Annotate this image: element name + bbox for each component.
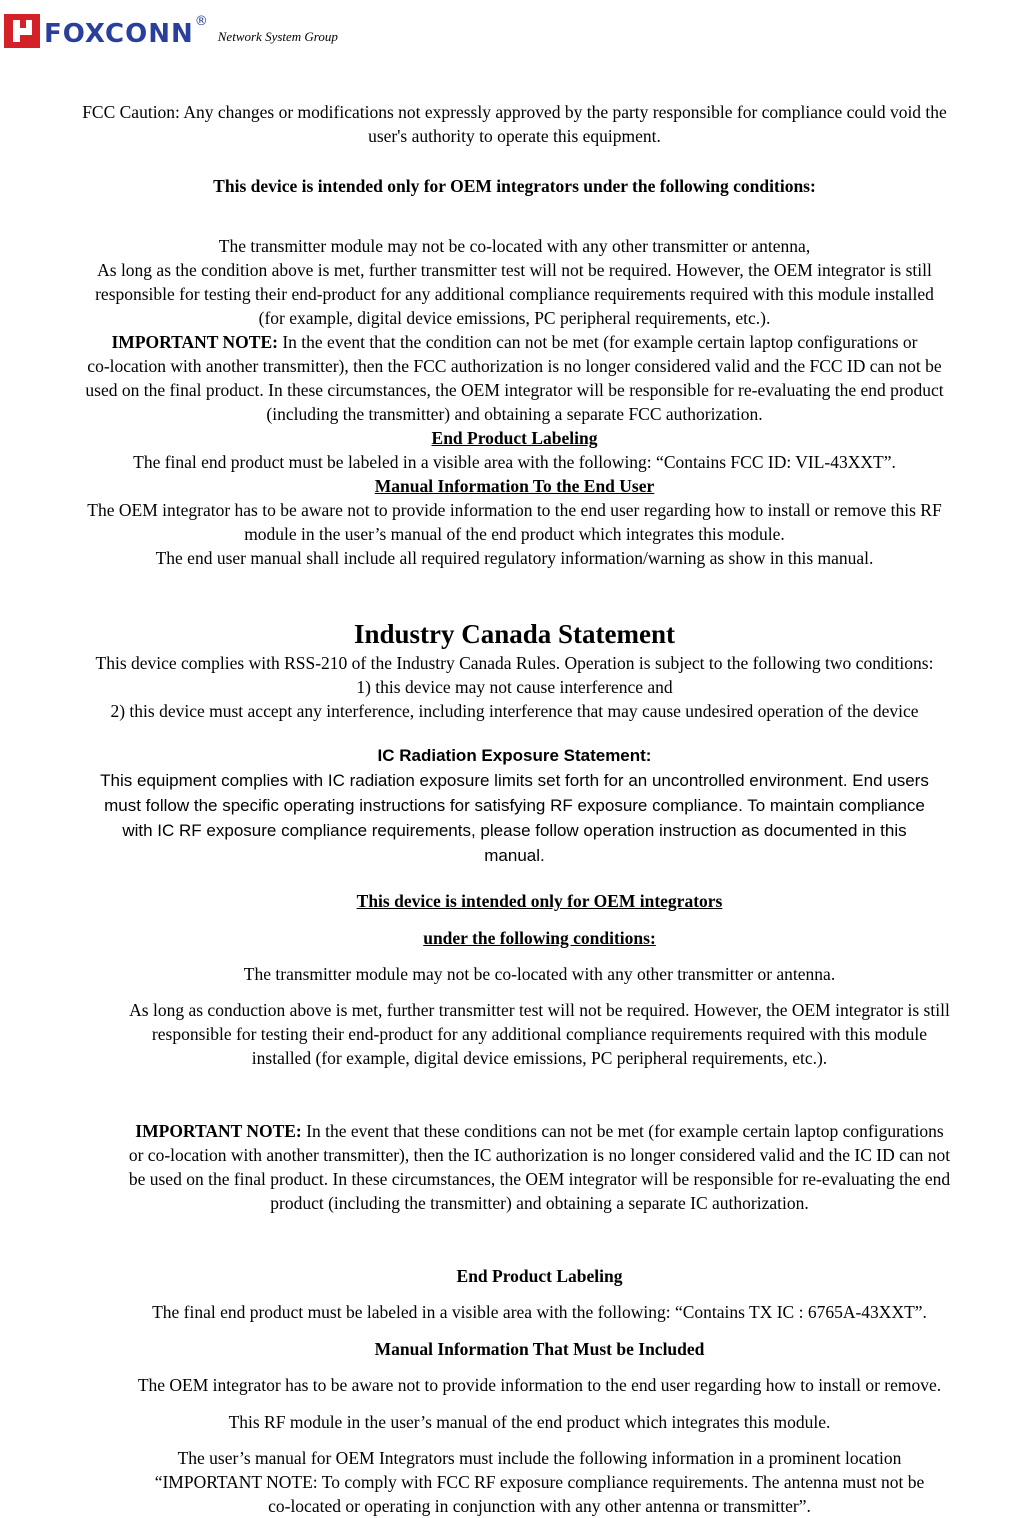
ic-oem-heading-1: This device is intended only for OEM integrators — [356, 891, 723, 911]
ic-radiation-line-4: manual. — [484, 846, 545, 865]
fcc-manual-line-1: The OEM integrator has to be aware not to provide information to the end user regarding how to install or remove this RF — [87, 500, 942, 520]
ic-labeling-text: The final end product must be labeled in a visible area with the following: “Contains TX IC : 6765A-43XXT”. — [152, 1302, 927, 1322]
ic-condition-b2: responsible for testing their end-product for any additional compliance requirements required with this module — [151, 1024, 928, 1044]
fcc-condition-2b: responsible for testing their end-product for any additional compliance requirements required with this module installed — [95, 284, 934, 304]
fcc-condition-2a: As long as the condition above is met, further transmitter test will not be required. However, the OEM integrator is still — [97, 260, 932, 280]
ic-condition-2: 2) this device must accept any interference, including interference that may cause undesired operation of the device — [110, 701, 919, 721]
fcc-important-note-line-2: co-location with another transmitter), then the FCC authorization is no longer considered valid and the FCC ID can not be — [87, 356, 942, 376]
fcc-caution-line-2: user's authority to operate this equipment. — [368, 126, 661, 146]
ic-important-label: IMPORTANT NOTE: — [135, 1121, 302, 1141]
fcc-manual-line-2: module in the user’s manual of the end product which integrates this module. — [244, 524, 785, 544]
fcc-important-note-line-4: (including the transmitter) and obtaining a separate FCC authorization. — [266, 404, 763, 424]
ic-condition-b3: installed (for example, digital device emissions, PC peripheral requirements, etc.). — [251, 1048, 828, 1068]
ic-complies: This device complies with RSS-210 of the Industry Canada Rules. Operation is subject to the following two conditions: — [95, 653, 934, 673]
fcc-important-note-line-1 — [0, 330, 1029, 354]
ic-condition-b1: As long as conduction above is met, further transmitter test will not be required. However, the OEM integrator is still — [129, 1000, 950, 1020]
foxconn-logo — [4, 12, 338, 48]
fcc-condition-2c: (for example, digital device emissions, PC peripheral requirements, etc.). — [258, 308, 771, 328]
ic-manual-line-4: “IMPORTANT NOTE: To comply with FCC RF exposure compliance requirements. The antenna must not be — [154, 1472, 925, 1492]
ic-radiation-line-3: with IC RF exposure compliance requirements, please follow operation instruction as documented in this — [122, 821, 907, 840]
ic-manual-line-1: The OEM integrator has to be aware not to provide information to the end user regarding how to install or remove. — [137, 1375, 942, 1395]
ic-radiation-line-1: This equipment complies with IC radiation exposure limits set forth for an uncontrolled environment. End users — [100, 771, 929, 790]
brand-tagline: Network System Group — [217, 29, 338, 44]
fcc-manual-heading: Manual Information To the End User — [374, 476, 655, 496]
ic-condition-1: 1) this device may not cause interference and — [356, 677, 673, 697]
fcc-oem-heading: This device is intended only for OEM integrators under the following conditions: — [213, 176, 816, 196]
ic-title: Industry Canada Statement — [353, 619, 676, 649]
brand-name: FOXCONN — [44, 19, 194, 49]
ic-condition-a: The transmitter module may not be co-located with any other transmitter or antenna. — [243, 964, 836, 984]
ic-important-note-line-4: product (including the transmitter) and obtaining a separate IC authorization. — [270, 1193, 809, 1213]
ic-radiation-line-2: must follow the specific operating instructions for satisfying RF exposure compliance. To maintain compliance — [104, 796, 925, 815]
fcc-condition-1: The transmitter module may not be co-located with any other transmitter or antenna, — [218, 236, 811, 256]
ic-manual-line-3: The user’s manual for OEM Integrators must include the following information in a prominent location — [177, 1448, 902, 1468]
fcc-manual-line-3: The end user manual shall include all required regulatory information/warning as show in this manual. — [155, 548, 874, 568]
fcc-labeling-heading: End Product Labeling — [431, 428, 598, 448]
ic-important-note-line-1 — [25, 1119, 1029, 1143]
fcc-caution-line-1: FCC Caution: Any changes or modifications not expressly approved by the party responsible for compliance could void the — [82, 102, 947, 122]
ic-labeling-heading: End Product Labeling — [456, 1266, 623, 1286]
ic-oem-heading-2: under the following conditions: — [423, 928, 656, 948]
ic-manual-line-5: co-located or operating in conjunction with any other antenna or transmitter”. — [268, 1496, 811, 1516]
ic-manual-line-2: This RF module in the user’s manual of the end product which integrates this module. — [228, 1412, 831, 1432]
ic-radiation-heading: IC Radiation Exposure Statement: — [377, 746, 652, 765]
ic-manual-heading: Manual Information That Must be Included — [374, 1339, 705, 1359]
ic-important-note-line-2: or co-location with another transmitter), then the IC authorization is no longer considered valid and the IC ID can not — [128, 1145, 951, 1165]
foxconn-logo-mark-icon — [4, 14, 40, 48]
registered-mark: ® — [194, 14, 208, 29]
fcc-important-label: IMPORTANT NOTE: — [111, 332, 278, 352]
fcc-important-note-line-3: used on the final product. In these circumstances, the OEM integrator will be responsible for re-evaluating the end product — [85, 380, 944, 400]
ic-important-text-1: In the event that these conditions can not be met (for example certain laptop configurations — [301, 1121, 944, 1141]
ic-important-note-line-3: be used on the final product. In these circumstances, the OEM integrator will be responsible for re-evaluating the end — [128, 1169, 951, 1189]
fcc-labeling-text: The final end product must be labeled in a visible area with the following: “Contains FCC ID: VIL-43XXT”. — [133, 452, 896, 472]
fcc-important-text-1: In the event that the condition can not be met (for example certain laptop configurations or — [277, 332, 918, 352]
